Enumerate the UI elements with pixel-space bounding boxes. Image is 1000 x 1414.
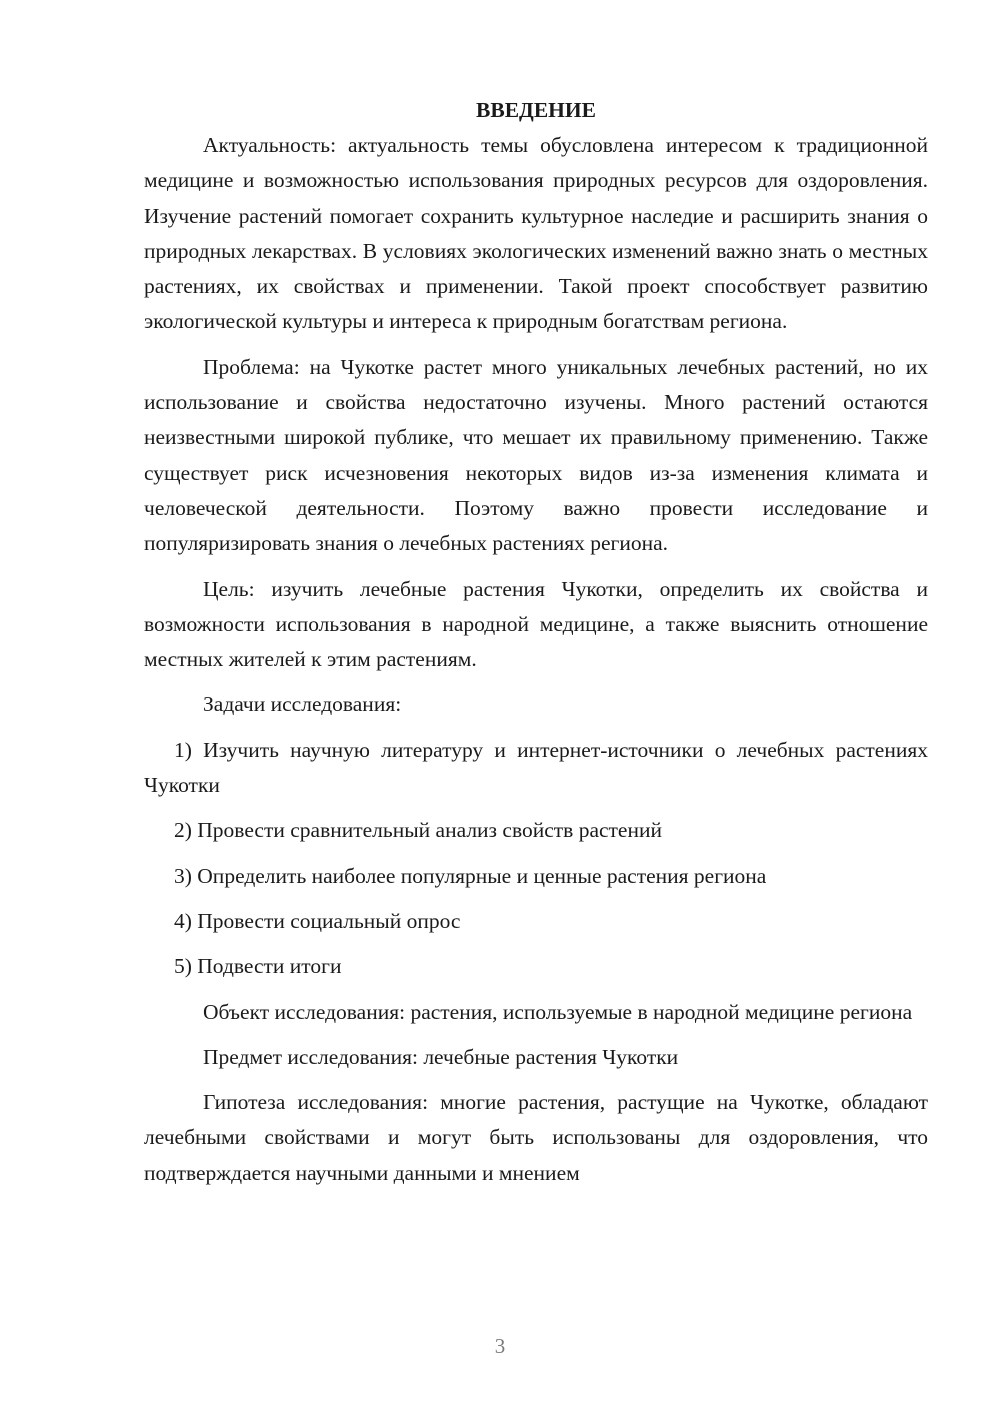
relevance-paragraph: Актуальность: актуальность темы обусловлена интересом к традиционной медицине и возможностью использования природных ресурсов для оздоровления. Изучение растений помогает сохранить культурное наследие и расширить знания о природных лекарствах. В условиях экологических изменений важно знать о местных растениях, их свойствах и применении. Такой проект способствует развитию экологической культуры и интереса к природным богатствам региона. [144, 133, 928, 334]
list-item: 3) Определить наиболее популярные и ценные растения региона [174, 863, 767, 888]
hypothesis-paragraph: Гипотеза исследования: многие растения, растущие на Чукотке, обладают лечебными свойствами и могут быть использованы для оздоровления, что подтверждается научными данными и мнением [144, 1090, 928, 1185]
document-page [144, 92, 928, 1201]
tasks-title: Задачи исследования: [203, 692, 402, 717]
list-item: 4) Провести социальный опрос [174, 908, 461, 933]
tasks-list [144, 733, 928, 985]
problem-paragraph: Проблема: на Чукотке растет много уникальных лечебных растений, но их использование и свойства недостаточно изучены. Много растений остаются неизвестными широкой публике, что мешает их правильному применению. Также существует риск исчезновения некоторых видов из-за изменения климата и человеческой деятельности. Поэтому важно провести исследование и популяризировать знания о лечебных растениях региона. [144, 354, 928, 556]
subject-paragraph: Предмет исследования: лечебные растения Чукотки [203, 1044, 679, 1069]
object-paragraph: Объект исследования: растения, используемые в народной медицине региона [203, 999, 913, 1024]
section-heading: ВВЕДЕНИЕ [476, 98, 596, 122]
list-item: 2) Провести сравнительный анализ свойств растений [174, 818, 662, 843]
page-number: 3 [494, 1334, 506, 1358]
goal-paragraph: Цель: изучить лечебные растения Чукотки, определить их свойства и возможности использования в народной медицине, а также выяснить отношение местных жителей к этим растениям. [144, 576, 928, 672]
list-item: 5) Подвести итоги [174, 954, 342, 979]
list-item: 1) Изучить научную литературу и интернет-источники о лечебных растениях Чукотки [144, 737, 928, 798]
